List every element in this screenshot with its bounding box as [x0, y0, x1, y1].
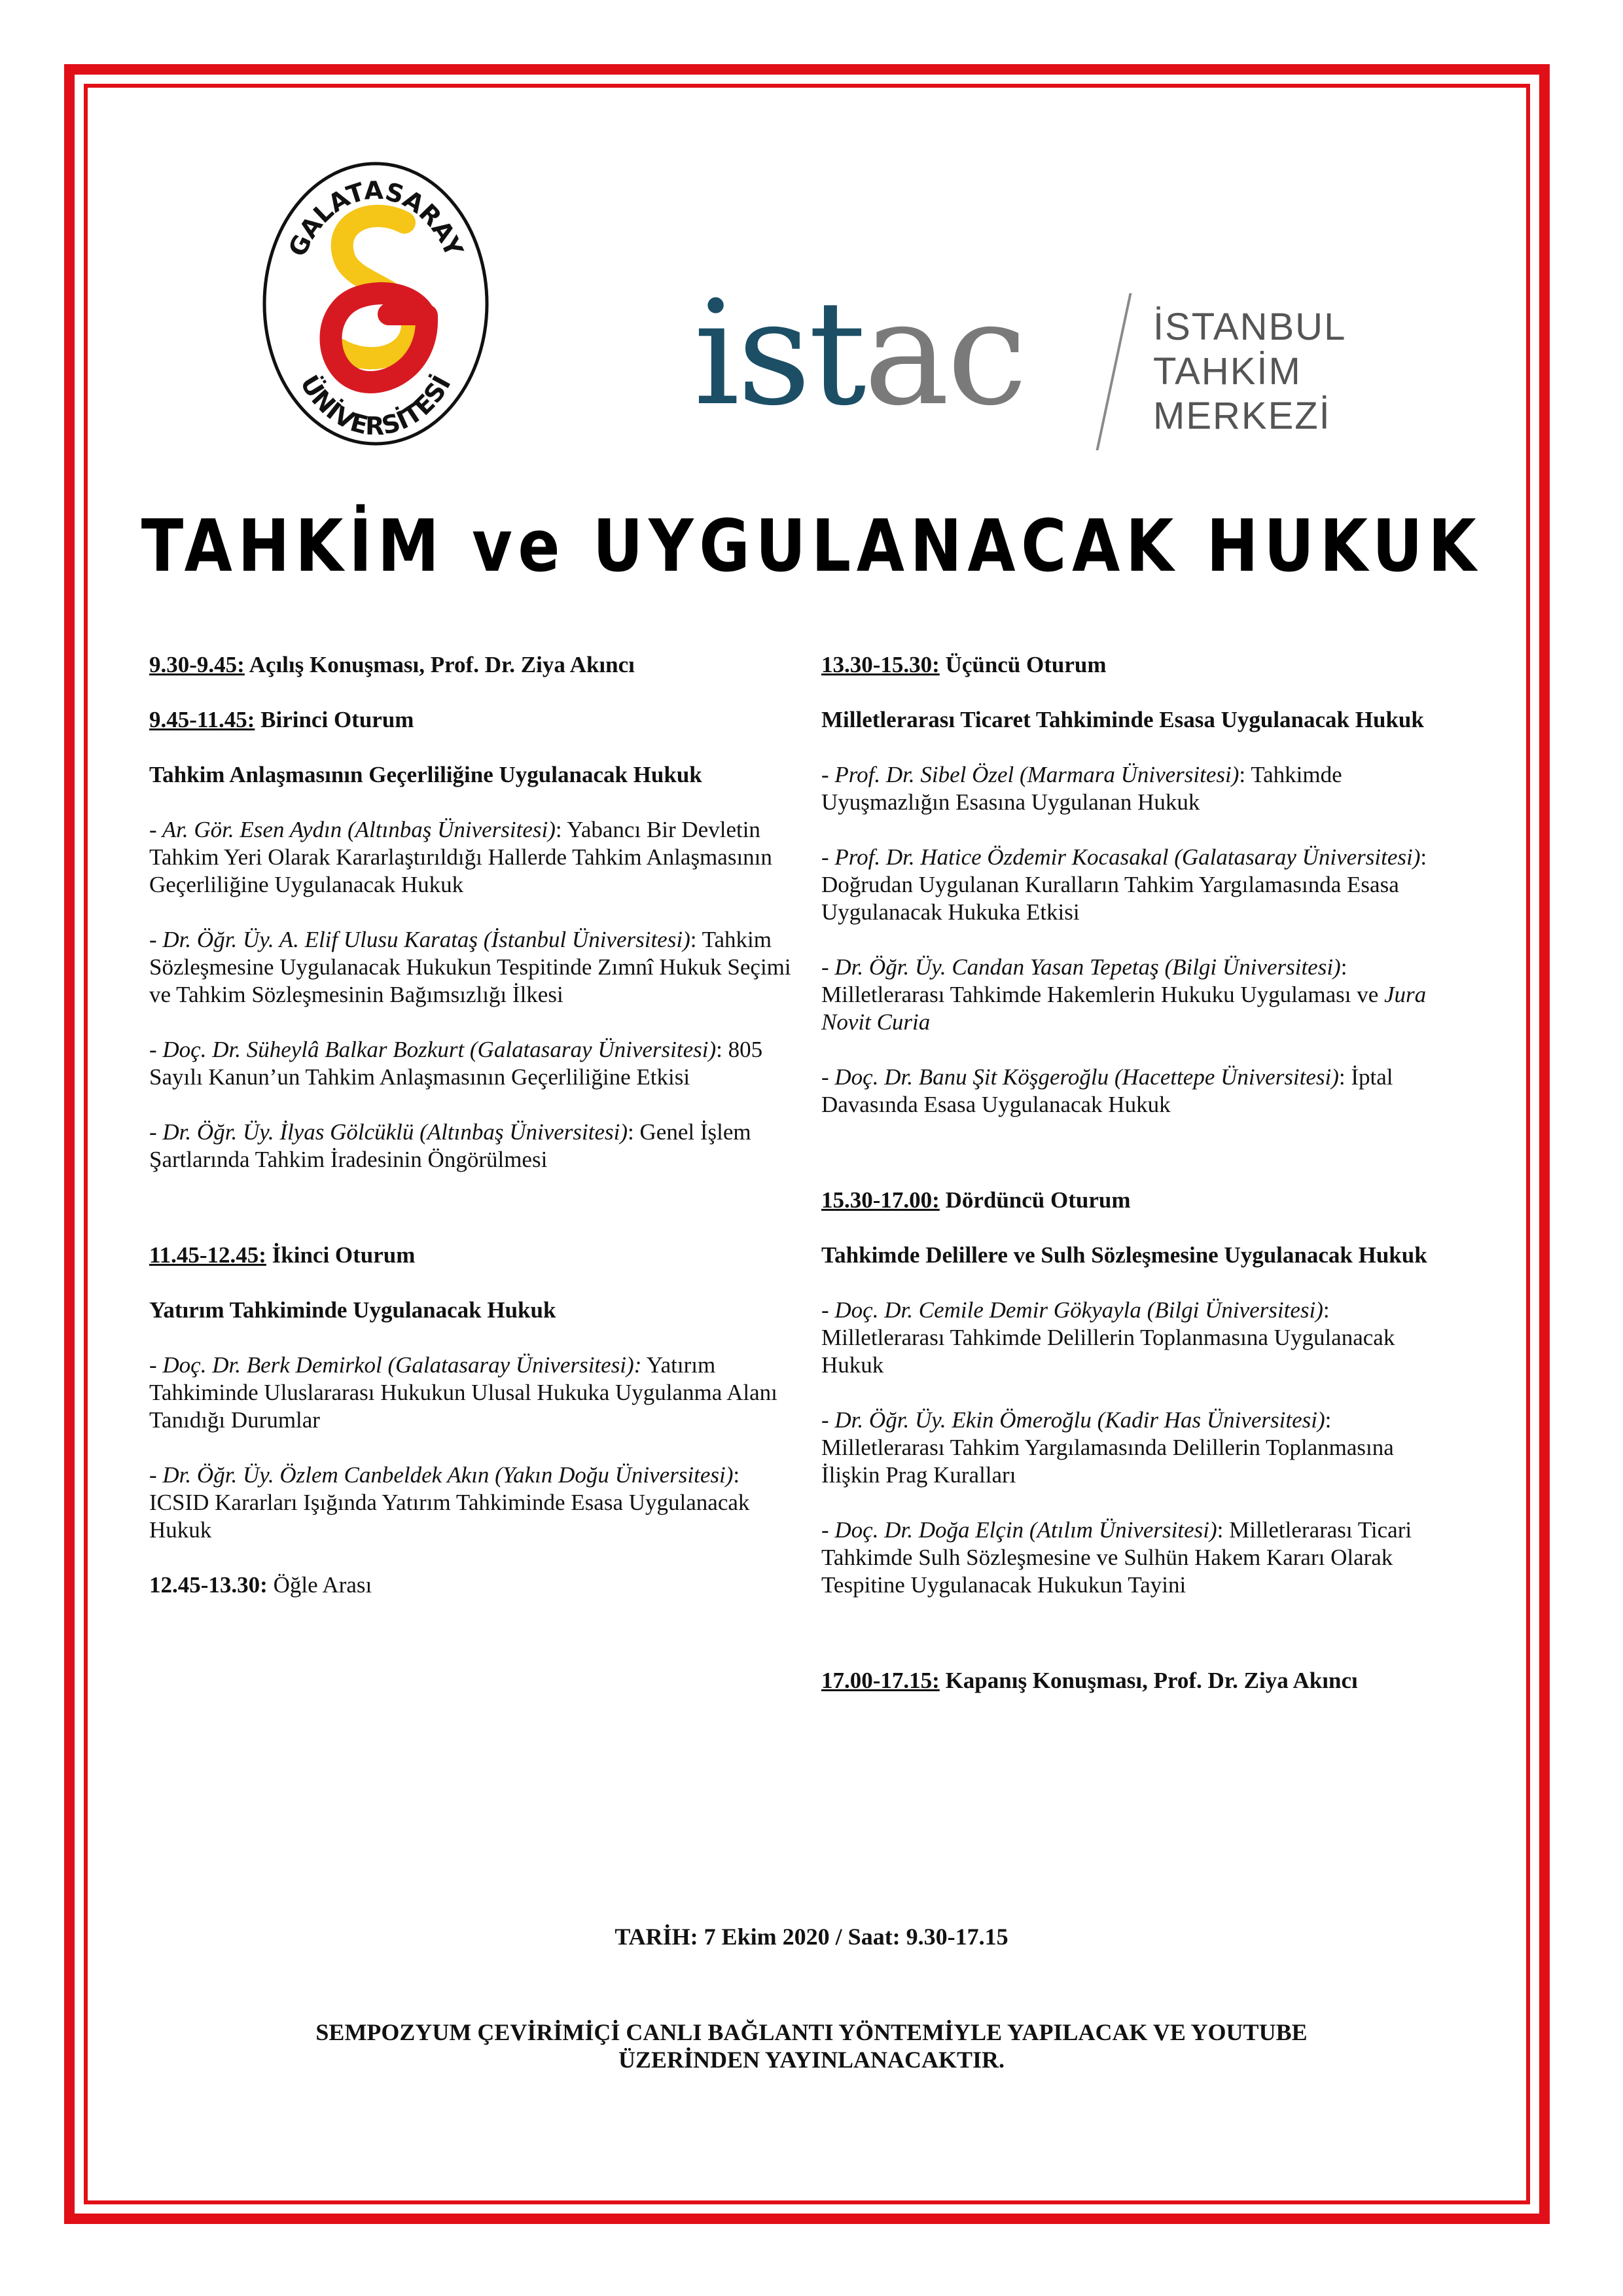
broadcast-notice-line2: ÜZERİNDEN YAYINLANACAKTIR. [618, 2047, 1005, 2073]
talk-item: - Doç. Dr. Berk Demirkol (Galatasaray Üniversitesi): Yatırım Tahkiminde Uluslararası Hukukun Ulusal Hukuka Uygulanma Alanı Tanıdığı Durumlar [149, 1352, 777, 1433]
session3-heading: 13.30-15.30: Üçüncü Oturum [821, 652, 1107, 677]
talk-item: - Dr. Öğr. Üy. Ekin Ömeroğlu (Kadir Has Üniversitesi): Milletlerarası Tahkim Yargılamasında Delillerin Toplanmasına İlişkin Prag Kuralları [821, 1407, 1394, 1488]
program-right-column [821, 651, 1450, 1722]
page-title: TAHKİM ve UYGULANACAK HUKUK [141, 504, 1482, 588]
talk-item: - Dr. Öğr. Üy. Özlem Canbeldek Akın (Yakın Doğu Üniversitesi): ICSID Kararları Işığında Yatırım Tahkiminde Esasa Uygulanacak Hukuk [149, 1462, 750, 1543]
lunch-item: 12.45-13.30: Öğle Arası [149, 1572, 372, 1598]
istac-logo [694, 270, 1347, 452]
talk-item: - Doç. Dr. Süheylâ Balkar Bozkurt (Galatasaray Üniversitesi): 805 Sayılı Kanun’un Tahkim Anlaşmasının Geçerliliğine Etkisi [149, 1037, 763, 1090]
session1-heading: 9.45-11.45: Birinci Oturum [149, 707, 414, 732]
talk-item: - Ar. Gör. Esen Aydın (Altınbaş Üniversitesi): Yabancı Bir Devletin Tahkim Yeri Olarak Kararlaştırıldığı Hallerde Tahkim Anlaşmasının Geçerliliğine Uygulanacak Hukuk [149, 817, 772, 897]
talk-item: - Prof. Dr. Hatice Özdemir Kocasakal (Galatasaray Üniversitesi): Doğrudan Uygulanan Kuralların Tahkim Yargılamasında Esasa Uygulanacak Hukuka Etkisi [821, 844, 1427, 925]
session3-topic: Milletlerarası Ticaret Tahkiminde Esasa Uygulanacak Hukuk [821, 707, 1424, 732]
session1-topic: Tahkim Anlaşmasının Geçerliliğine Uygulanacak Hukuk [149, 762, 702, 787]
talk-item: - Dr. Öğr. Üy. Candan Yasan Tepetaş (Bilgi Üniversitesi): Milletlerarası Tahkimde Hakemlerin Hukuku Uygulaması ve Jura Novit Curia [821, 954, 1427, 1035]
event-date: TARİH: 7 Ekim 2020 / Saat: 9.30-17.15 [615, 1924, 1008, 1950]
talk-item: - Dr. Öğr. Üy. İlyas Gölcüklü (Altınbaş Üniversitesi): Genel İşlem Şartlarında Tahkim İradesinin Öngörülmesi [149, 1119, 751, 1172]
talk-item: - Doç. Dr. Doğa Elçin (Atılım Üniversitesi): Milletlerarası Ticari Tahkimde Sulh Sözleşmesine ve Sulhün Hakem Kararı Olarak Tespitine Uygulanacak Hukukun Tayini [821, 1517, 1412, 1598]
session4-heading: 15.30-17.00: Dördüncü Oturum [821, 1187, 1131, 1213]
session2-topic: Yatırım Tahkiminde Uygulanacak Hukuk [149, 1297, 556, 1323]
broadcast-notice-line1: SEMPOZYUM ÇEVİRİMİÇİ CANLI BAĞLANTI YÖNTEMİYLE YAPILACAK VE YOUTUBE [315, 2019, 1308, 2045]
gs-logo-top-text: GALATASARAY [283, 175, 469, 261]
closing-item: 17.00-17.15: Kapanış Konuşması, Prof. Dr. Ziya Akıncı [821, 1668, 1358, 1693]
session2-heading: 11.45-12.45: İkinci Oturum [149, 1242, 416, 1268]
istac-wordmark: istac [694, 270, 1026, 437]
galatasaray-university-logo [260, 160, 491, 448]
istac-separator [1096, 293, 1132, 450]
talk-item: - Prof. Dr. Sibel Özel (Marmara Üniversitesi): Tahkimde Uyuşmazlığın Esasına Uygulanan Hukuk [821, 762, 1342, 815]
gs-logo-bottom-text: ÜNİVERSİTESİ [294, 370, 457, 441]
opening-item: 9.30-9.45: Açılış Konuşması, Prof. Dr. Ziya Akıncı [149, 652, 635, 677]
talk-item: - Doç. Dr. Banu Şit Köşgeroğlu (Hacettepe Üniversitesi): İptal Davasında Esasa Uygulanacak Hukuk [821, 1064, 1393, 1117]
talk-item: - Doç. Dr. Cemile Demir Gökyayla (Bilgi Üniversitesi): Milletlerarası Tahkimde Delillerin Toplanmasına Uygulanacak Hukuk [821, 1297, 1395, 1378]
istac-name: İSTANBUL TAHKİM MERKEZİ [1153, 306, 1347, 437]
session4-topic: Tahkimde Delillere ve Sulh Sözleşmesine Uygulanacak Hukuk [821, 1242, 1427, 1268]
program-left-column [149, 651, 804, 1626]
talk-item: - Dr. Öğr. Üy. A. Elif Ulusu Karataş (İstanbul Üniversitesi): Tahkim Sözleşmesine Uygulanacak Hukukun Tespitinde Zımnî Hukuk Seçimi ve Tahkim Sözleşmesinin Bağımsızlığı İlkesi [149, 927, 791, 1007]
